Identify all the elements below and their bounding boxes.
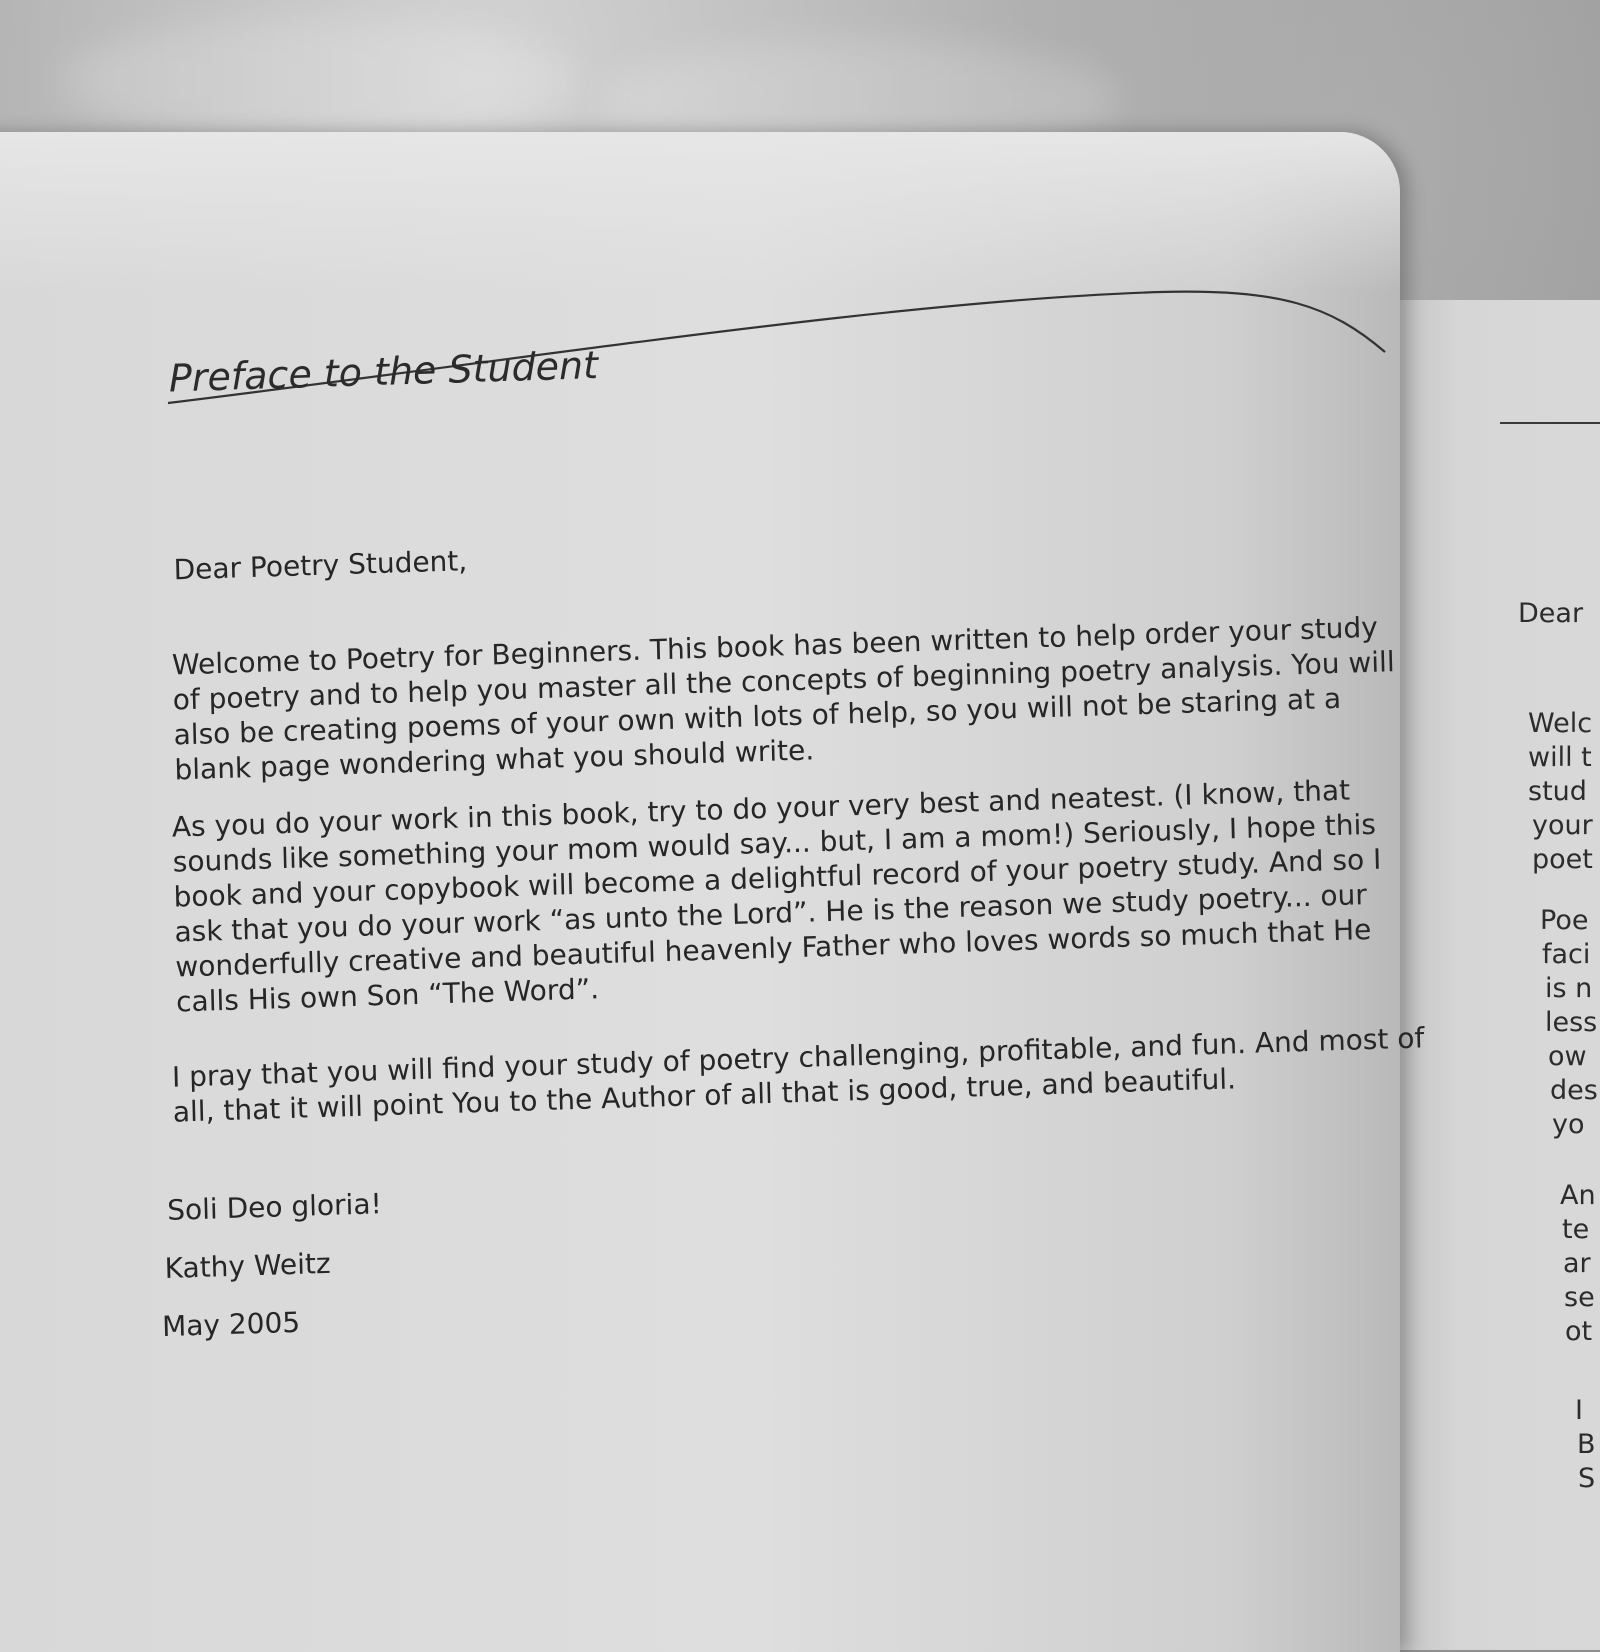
right-page-fragment: Dear	[1518, 598, 1584, 629]
right-page-fragment: An	[1560, 1180, 1596, 1211]
greeting: Dear Poetry Student,	[173, 544, 468, 587]
page-title: Preface to the Student	[168, 343, 599, 401]
paragraph-1: Welcome to Poetry for Beginners. This book has been written to help order your study of poetry and to help you master all the concepts of beginning poetry analysis. You will also be creating poems of your own with lots of help, so you will not be staring at a blank page wondering what you should write.	[171, 610, 1396, 787]
right-page-fragment: yo	[1552, 1109, 1585, 1140]
right-page-fragment: is n	[1545, 973, 1593, 1004]
right-page-fragment: Welc	[1528, 708, 1593, 739]
paragraph-3: I pray that you will find your study of poetry challenging, profitable, and fun. And most of all, that it will point You to the Author of all that is good, true, and beautiful.	[171, 1021, 1425, 1129]
right-page-fragment: ot	[1565, 1316, 1593, 1347]
right-page-fragment: less	[1545, 1007, 1598, 1038]
author-name: Kathy Weitz	[164, 1246, 331, 1286]
right-page-fragment: Poe	[1540, 905, 1589, 936]
right-page-fragment: poet	[1532, 844, 1593, 875]
paragraph-2: As you do your work in this book, try to do your very best and neatest. (I know, that sounds like something your mom would say... but, I am a mom!) Seriously, I hope this book and your copybook will become a delightful record of your poetry study. And so I ask that you do your work “as unto the Lord”. He is the reason we study poetry... our wonderfully creative and beautiful heavenly Father who loves words so much that He calls His own Son “The Word”.	[171, 773, 1382, 1019]
right-page-fragment: I	[1575, 1395, 1583, 1426]
right-page-fragment: ar	[1563, 1248, 1591, 1279]
right-page-fragment: des	[1550, 1075, 1598, 1106]
preface-content	[120, 300, 1424, 1345]
right-page-fragment: B	[1577, 1429, 1596, 1460]
closing: Soli Deo gloria!	[166, 1187, 383, 1227]
right-page-fragment: will t	[1528, 742, 1592, 773]
right-page-fragment: your	[1532, 810, 1593, 841]
right-page-fragment: faci	[1542, 939, 1591, 970]
right-page-fragment: stud	[1528, 776, 1587, 807]
date: May 2005	[161, 1305, 301, 1344]
right-page-fragment: ow	[1548, 1041, 1587, 1072]
right-page-fragment: S	[1578, 1463, 1596, 1494]
right-page-fragment: te	[1562, 1214, 1590, 1245]
right-page-fragment: se	[1564, 1282, 1595, 1313]
